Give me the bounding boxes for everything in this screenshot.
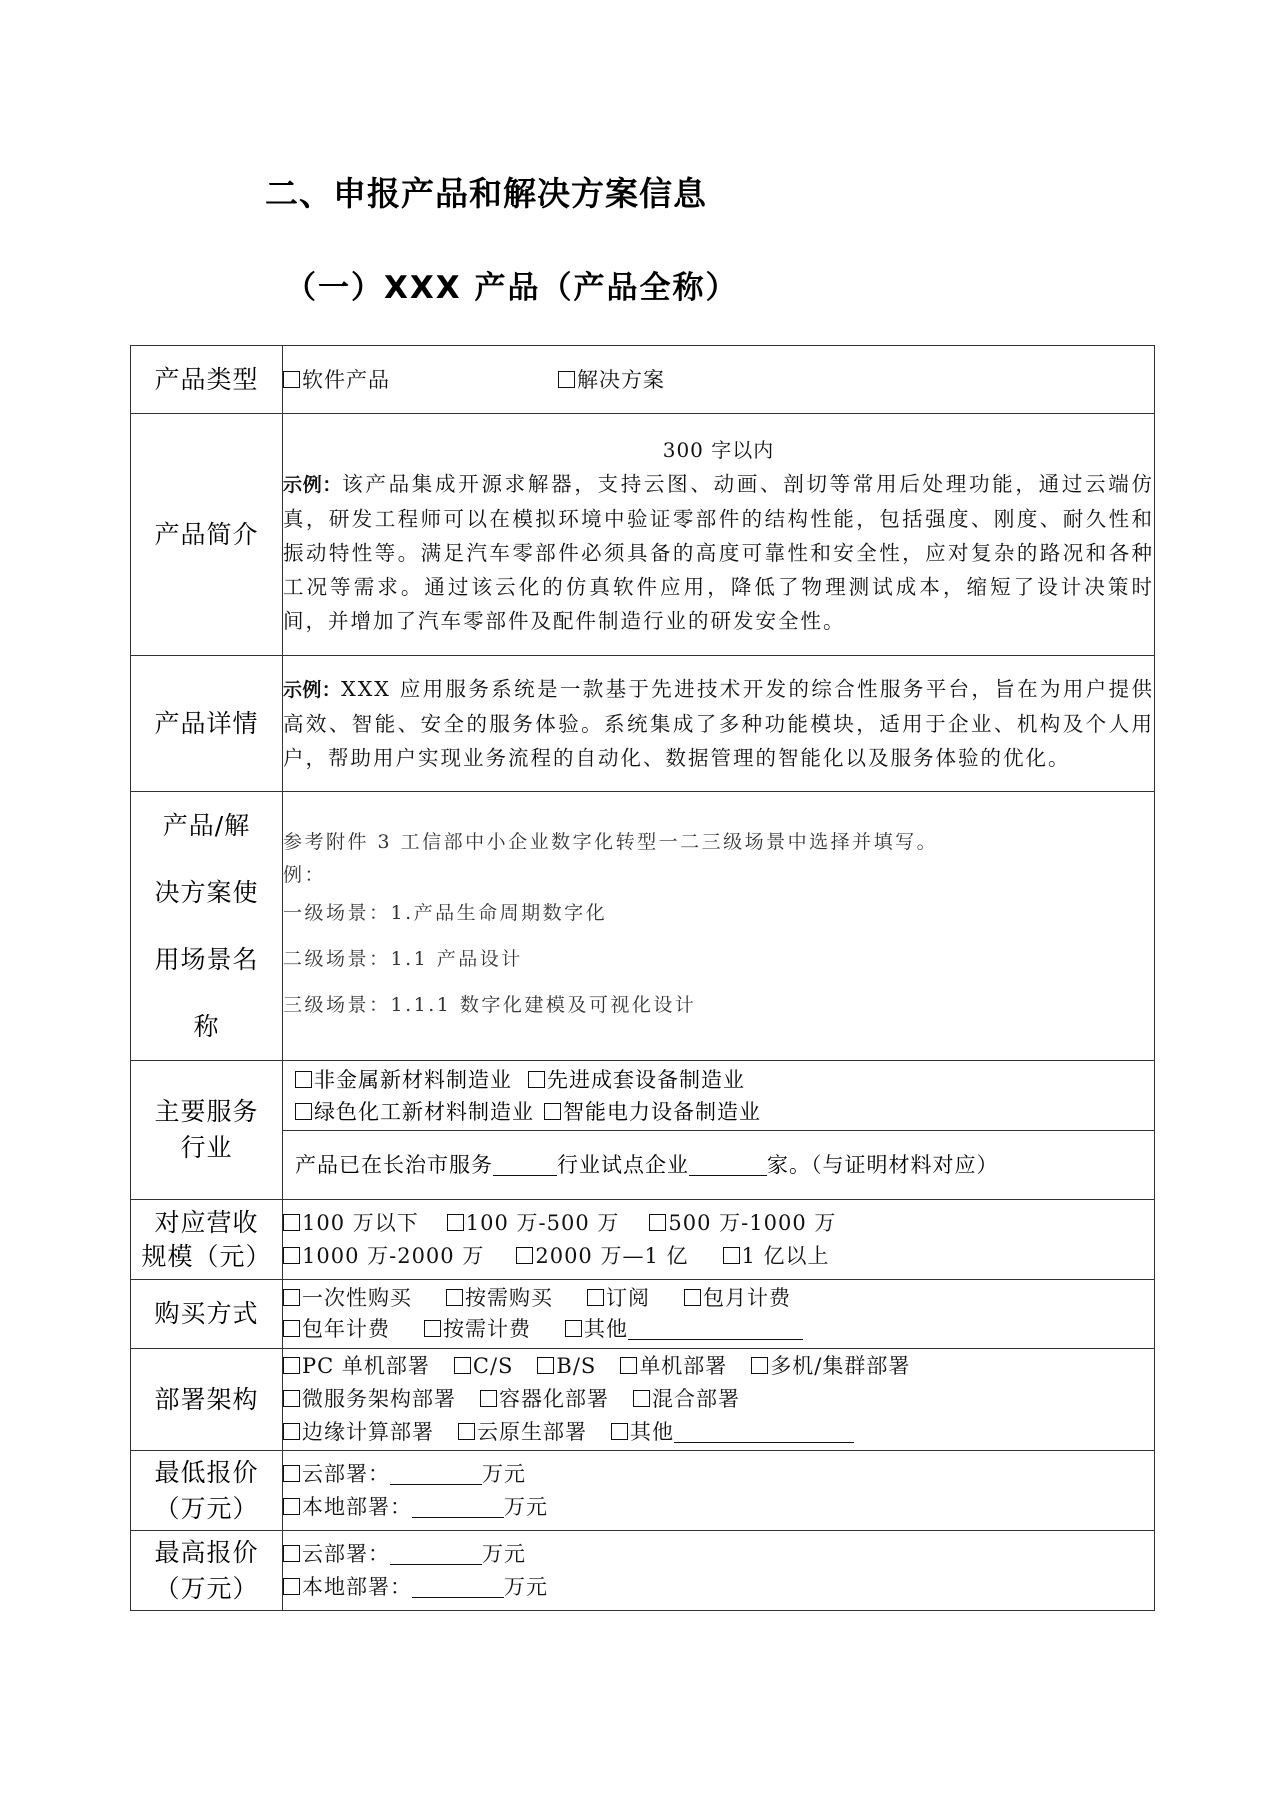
label-product-intro: 产品简介 [131, 414, 283, 656]
scene-level-2: 二级场景：1.1 产品设计 [283, 948, 523, 970]
checkbox-deploy-2[interactable] [454, 1357, 471, 1374]
checkbox-deploy-9[interactable] [283, 1423, 300, 1440]
checkbox-purchase-4[interactable] [684, 1289, 701, 1306]
checkbox-purchase-6[interactable] [424, 1320, 441, 1337]
detail-example-label: 示例： [283, 679, 342, 701]
checkbox-deploy-5[interactable] [751, 1357, 768, 1374]
checkbox-max-cloud[interactable] [283, 1545, 300, 1562]
checkbox-revenue-2[interactable] [447, 1214, 464, 1231]
checkbox-purchase-7[interactable] [565, 1320, 582, 1337]
deploy-other-field[interactable] [674, 1422, 854, 1443]
checkbox-industry-2[interactable] [528, 1071, 545, 1088]
row-service-industry: 主要服务 行业 非金属新材料制造业 先进成套设备制造业 绿色化工新材料制造业 智能电力设备制造业 产品已在长治市服务 行业试点企业 家。（与证明材料对应） [131, 1061, 1155, 1200]
enterprise-count-field[interactable] [689, 1155, 767, 1176]
row-usage-scene [131, 792, 1155, 1061]
checkbox-revenue-1[interactable] [283, 1214, 300, 1231]
checkbox-revenue-3[interactable] [649, 1214, 666, 1231]
intro-word-limit: 300 字以内 [662, 438, 775, 462]
row-revenue-scale: 对应营收 规模（元） 100 万以下 100 万-500 万 500 万-1000 万 1000 万-2000 万 2000 万—1 亿 1 亿以上 [131, 1200, 1155, 1280]
label-product-detail: 产品详情 [131, 656, 283, 792]
label-service-industry: 主要服务 行业 [131, 1061, 283, 1200]
purchase-other-field[interactable] [628, 1319, 803, 1340]
row-product-intro [131, 414, 1155, 656]
min-cloud-price-field[interactable] [390, 1464, 482, 1485]
intro-example-label: 示例： [283, 474, 343, 496]
row-product-detail [131, 656, 1155, 792]
min-local-price-field[interactable] [412, 1497, 504, 1518]
checkbox-deploy-7[interactable] [480, 1390, 497, 1407]
label-min-price: 最低报价 （万元） [131, 1451, 283, 1531]
checkbox-deploy-11[interactable] [611, 1423, 628, 1440]
row-min-price: 最低报价 （万元） 云部署： 万元 本地部署： 万元 [131, 1451, 1155, 1531]
label-product-type: 产品类型 [131, 346, 283, 414]
product-info-form [130, 345, 1155, 1611]
scene-level-1: 一级场景：1.产品生命周期数字化 [283, 902, 608, 924]
label-deploy-architecture: 部署架构 [131, 1349, 283, 1451]
row-purchase-method: 购买方式 一次性购买 按需购买 订阅 包月计费 包年计费 按需计费 其他 [131, 1280, 1155, 1349]
checkbox-deploy-4[interactable] [620, 1357, 637, 1374]
scene-note: 参考附件 3 工信部中小企业数字化转型一二三级场景中选择并填写。 [283, 831, 939, 853]
subsection-title: （一）XXX 产品（产品全称） [285, 270, 739, 306]
label-revenue-scale: 对应营收 规模（元） [131, 1200, 283, 1280]
checkbox-min-local[interactable] [283, 1498, 300, 1515]
label-usage-scene: 产品/解 决方案使 用场景名 称 [131, 792, 283, 1061]
checkbox-solution[interactable] [558, 371, 575, 388]
scene-example-label: 例： [283, 864, 327, 886]
section-title: 二、申报产品和解决方案信息 [265, 174, 707, 213]
checkbox-industry-3[interactable] [295, 1103, 312, 1120]
checkbox-deploy-3[interactable] [537, 1357, 554, 1374]
intro-example-text[interactable]: 示例：该产品集成开源求解器，支持云图、动画、剖切等常用后处理功能，通过云端仿真，研发工程师可以在模拟环境中验证零部件的结构性能，包括强度、刚度、耐久性和振动特性等。满足汽车零部件必须具备的高度可靠性和安全性，应对复杂的路况和各种工况等需求。通过该云化的仿真软件应用，降低了物理测试成本，缩短了设计决策时间，并增加了汽车零部件及配件制造行业的研发安全性。 [283, 472, 1154, 633]
checkbox-revenue-5[interactable] [516, 1247, 533, 1264]
row-max-price: 最高报价 （万元） 云部署： 万元 本地部署： 万元 [131, 1531, 1155, 1611]
checkbox-purchase-1[interactable] [283, 1289, 300, 1306]
industry-count-field[interactable] [493, 1155, 557, 1176]
label-max-price: 最高报价 （万元） [131, 1531, 283, 1611]
checkbox-software[interactable] [283, 371, 300, 388]
scene-content[interactable] [283, 792, 1155, 1061]
checkbox-deploy-10[interactable] [458, 1423, 475, 1440]
checkbox-deploy-1[interactable] [283, 1357, 300, 1374]
label-purchase-method: 购买方式 [131, 1280, 283, 1349]
max-local-price-field[interactable] [412, 1577, 504, 1598]
checkbox-deploy-8[interactable] [633, 1390, 650, 1407]
checkbox-industry-4[interactable] [544, 1103, 561, 1120]
checkbox-purchase-3[interactable] [587, 1289, 604, 1306]
checkbox-purchase-5[interactable] [283, 1320, 300, 1337]
detail-example-text[interactable]: 示例：XXX 应用服务系统是一款基于先进技术开发的综合性服务平台，旨在为用户提供高效、智能、安全的服务体验。系统集成了多种功能模块，适用于企业、机构及个人用户，帮助用户实现业务流程的自动化、数据管理的智能化以及服务体验的优化。 [283, 677, 1154, 770]
option-solution: 解决方案 [577, 367, 665, 392]
row-product-type [131, 346, 1155, 414]
checkbox-max-local[interactable] [283, 1578, 300, 1595]
checkbox-min-cloud[interactable] [283, 1465, 300, 1482]
option-software: 软件产品 [302, 367, 390, 392]
checkbox-deploy-6[interactable] [283, 1390, 300, 1407]
checkbox-revenue-6[interactable] [723, 1247, 740, 1264]
max-cloud-price-field[interactable] [390, 1544, 482, 1565]
checkbox-purchase-2[interactable] [446, 1289, 463, 1306]
checkbox-industry-1[interactable] [295, 1071, 312, 1088]
scene-level-3: 三级场景：1.1.1 数字化建模及可视化设计 [283, 994, 697, 1016]
checkbox-revenue-4[interactable] [283, 1247, 300, 1264]
row-deploy-architecture: 部署架构 PC 单机部署 C/S B/S 单机部署 多机/集群部署 微服务架构部署 容器化部署 混合部署 边缘计算部署 云原生部署 其他 [131, 1349, 1155, 1451]
